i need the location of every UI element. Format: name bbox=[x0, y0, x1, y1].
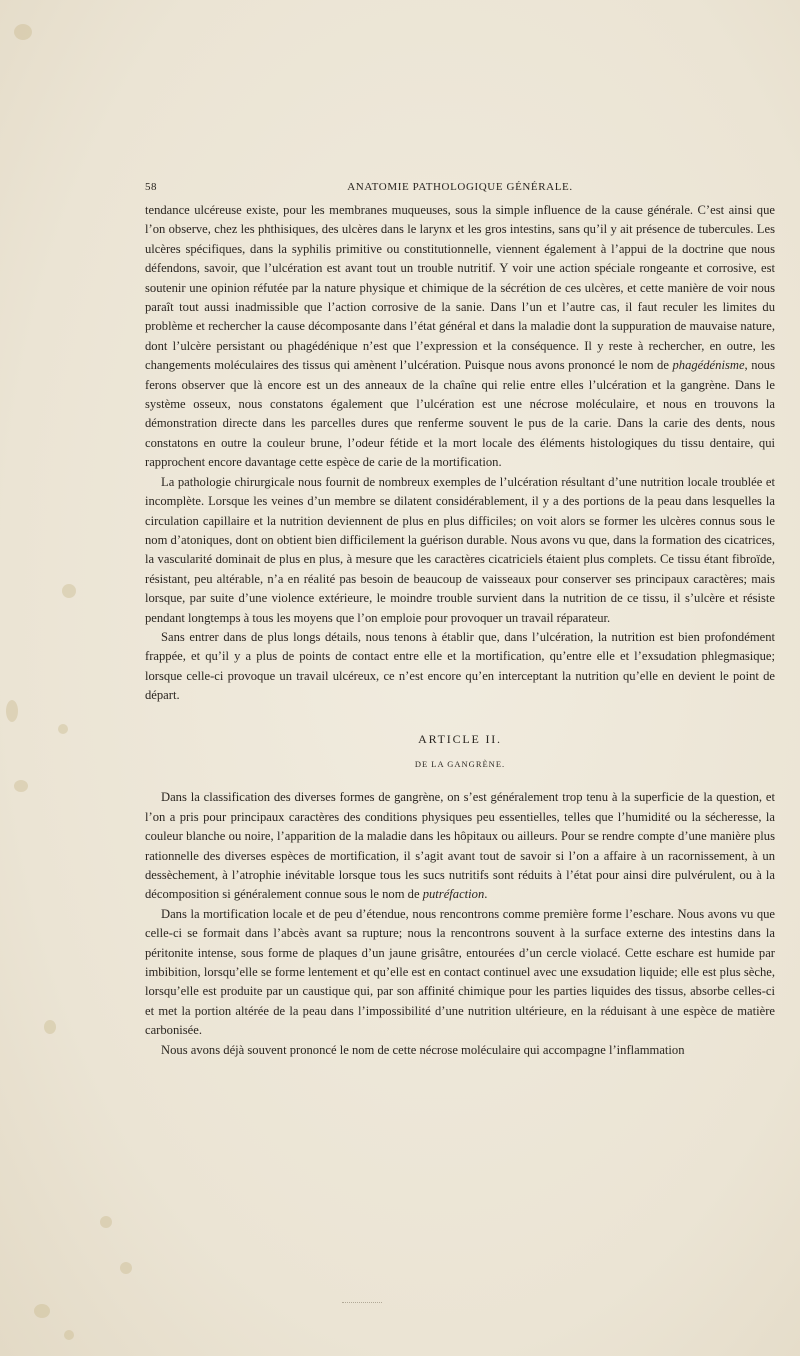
body-text bbox=[145, 201, 775, 1060]
foxing-spot bbox=[62, 584, 76, 598]
foxing-spot bbox=[14, 24, 32, 40]
foxing-spot bbox=[120, 1262, 132, 1274]
text-run: Sans entrer dans de plus longs détails, nous tenons à établir que, dans l’ulcération, la nutrition est bien profondément frappée, et qu’il y a plus de points de contact entre elle et la mortification, qu’entre elle et l’exsudation phlegmasique; lorsque celle-ci provoque un travail ulcéreux, ce n’est encore qu’en interceptant la nutrition qu’elle en devient le point de départ. bbox=[145, 629, 775, 703]
text-run: Dans la classification des diverses formes de gangrène, on s’est généralement trop tenu à la superficie de la question, et l’on a pris pour principaux caractères des conditions physiques peu essentielles, telles que l’humidité ou la sécheresse, la couleur blanche ou noire, l’apparition de la maladie dans les hôpitaux ou ailleurs. Pour se rendre compte d’une manière plus rationnelle des diverses espèces de mortification, il s’agit avant tout de savoir si l’on a affaire à un racornissement, à un dessèchement, à l’atrophie inévitable lorsque tous les sucs nutritifs sont réduits à l’état pour ainsi dire pulvérulent, ou à la décomposition si généralement connue sous le nom de bbox=[145, 790, 775, 902]
paragraph bbox=[145, 1041, 775, 1060]
text-run: . bbox=[484, 887, 488, 902]
article-subheading: DE LA GANGRÈNE. bbox=[414, 758, 506, 769]
running-title: ANATOMIE PATHOLOGIQUE GÉNÉRALE. bbox=[347, 181, 573, 193]
paragraph bbox=[145, 788, 775, 904]
foxing-spot bbox=[14, 780, 28, 792]
italic-text: putréfaction bbox=[422, 887, 485, 902]
paragraphs-before bbox=[145, 201, 775, 706]
foxing-spot bbox=[100, 1216, 112, 1228]
foxing-spot bbox=[44, 1020, 56, 1034]
text-run: La pathologie chirurgicale nous fournit de nombreux exemples de l’ulcération résultant d’une nutrition locale troublée et incomplète. Lorsque les veines d’un membre se dilatent considérablement, il y a des portions de la peau dans lesquelles la circulation capillaire et la nutrition deviennent de plus en plus difficiles; on voit alors se former les ulcères connus sous le nom d’atoniques, dont on obtient bien difficilement la guérison durable. Nous avons vu que, dans la formation des cicatrices, la vascularité dominait de plus en plus, à mesure que les caractères cicatriciels étaient plus complets. Ce tissu étant fibroïde, résistant, peu altérable, n’a en réalité pas besoin de beaucoup de vaisseaux pour conserver ses principaux caractères; mais lorsque, par suite d’une violence extérieure, le moindre trouble survient dans la nutrition de ce tissu, il s’ulcère et résiste pendant longtemps à tous les moyens que l’on emploie pour provoquer un travail réparateur. bbox=[145, 474, 776, 625]
paragraphs-after bbox=[145, 788, 775, 1060]
text-run: tendance ulcéreuse existe, pour les membranes muqueuses, sous la simple influence de la cause générale. C’est ainsi que l’on observe, chez les phthisiques, des ulcères dans le larynx et les gros intestins, sans qu’il y ait présence de tubercules. Les ulcères spécifiques, dans la syphilis primitive ou constitutionnelle, viennent également à l’appui de la doctrine que nous défendons, savoir, que l’ulcération est avant tout un trouble nutritif. Y voir une action spéciale rongeante et corrosive, est soutenir une opinion réfutée par la nature physique et chimique de la sécrétion de ces ulcères, et cette manière de voir nous paraît tout aussi inadmissible que l’action corrosive de la sanie. Dans l’un et l’autre cas, il faut reculer les limites du problème et rechercher la cause décomposante dans l’état général et dans la maladie dont la suppuration de mauvaise nature, dont l’ulcère persistant ou phagédénique n’est que l’expression et la conséquence. Il y reste à rechercher, en outre, les changements moléculaires des tissus qui amènent l’ulcération. Puisque nous avons prononcé le nom de bbox=[145, 203, 775, 373]
faint-mark bbox=[342, 1302, 382, 1304]
italic-text: phagédénisme bbox=[672, 358, 745, 373]
paragraph bbox=[145, 905, 775, 1041]
paragraph bbox=[145, 201, 775, 473]
foxing-spot bbox=[34, 1304, 50, 1318]
text-run: Nous avons déjà souvent prononcé le nom de cette nécrose moléculaire qui accompagne l’inflammation bbox=[161, 1042, 685, 1057]
paragraph bbox=[145, 628, 775, 706]
foxing-spot bbox=[6, 700, 18, 722]
text-run: , nous ferons observer que là encore est un des anneaux de la chaîne qui relie entre elles l’ulcération et la gangrène. Dans le système osseux, nous constatons également que l’ulcération est une nécrose moléculaire, et nous en trouvons la démonstration directe dans les parcelles dures que renferme souvent le pus de la carie. Dans la carie des dents, nous constatons en outre la couleur brune, l’odeur fétide et la mort locale des éléments histologiques du tissu dentaire, qui rapprochent encore davantage cette espèce de carie de la mortification. bbox=[145, 358, 775, 470]
page-number: 58 bbox=[145, 181, 157, 193]
page-header bbox=[145, 181, 775, 199]
article-heading: ARTICLE II. bbox=[418, 731, 502, 746]
foxing-spot bbox=[64, 1330, 74, 1340]
foxing-spot bbox=[58, 724, 68, 734]
text-run: Dans la mortification locale et de peu d’étendue, nous rencontrons comme première forme l’eschare. Nous avons vu que celle-ci se formait dans l’abcès avant sa rupture; nous la rencontrons souvent à la surface externe des intestins dans la péritonite intense, sous forme de plaques d’un jaune grisâtre, entourées d’un cercle violacé. Cette eschare est humide par imbibition, lorsqu’elle se forme lentement et qu’elle est en contact continuel avec une exsudation liquide; elle est plus sèche, lorsqu’elle est produite par un caustique qui, par son affinité chimique pour les parties liquides des tissus, absorbe celles-ci et met la portion altérée de la peau dans l’impossibilité d’une nutrition ultérieure, en la réduisant à une espèce de matière carbonisée. bbox=[145, 906, 775, 1038]
paragraph bbox=[145, 473, 775, 628]
